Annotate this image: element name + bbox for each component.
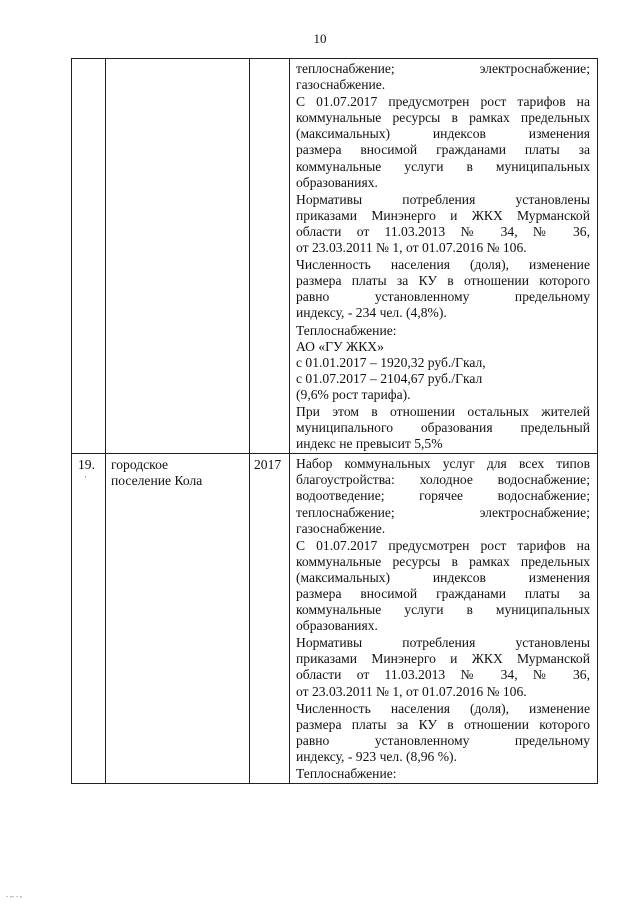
description-line: образованиях. [296, 174, 378, 190]
description-line: с 01.01.2017 – 1920,32 руб./Гкал, [296, 354, 486, 370]
year-cell [250, 454, 290, 784]
description-paragraph [296, 766, 590, 782]
description-line: равно установленному предельному [296, 289, 590, 305]
description-line: (максимальных) индексов изменения [296, 569, 590, 585]
description-paragraph [296, 456, 590, 536]
description-paragraph [296, 94, 590, 191]
municipality-name-line: городское [111, 457, 169, 473]
description-line: АО «ГУ ЖКХ» [296, 338, 384, 354]
description-line: (максимальных) индексов изменения [296, 126, 590, 142]
description-line: размера платы за КУ в отношении которого [296, 273, 590, 289]
description-line: Численность населения (доля), изменение [296, 700, 590, 716]
description-line: размера вносимой гражданами платы за [296, 142, 590, 158]
description-line: Нормативы потребления установлены [296, 191, 590, 207]
row-number-cell [72, 59, 106, 454]
description-line: равно установленному предельному [296, 732, 590, 748]
description-paragraph [296, 61, 590, 93]
description-line: коммунальные услуги в муниципальных [296, 602, 590, 618]
description-line: водоотведение; горячее водоснабжение; [296, 488, 590, 504]
description-line: Нормативы потребления установлены [296, 635, 590, 651]
description-line: благоустройства: холодное водоснабжение; [296, 472, 590, 488]
description-line: С 01.07.2017 предусмотрен рост тарифов на [296, 94, 590, 110]
description-line: Численность населения (доля), изменение [296, 257, 590, 273]
description-line: индексу, - 923 чел. (8,96 %). [296, 748, 457, 764]
description-line: размера платы за КУ в отношении которого [296, 716, 590, 732]
description-line: приказами Минэнерго и ЖКХ Мурманской [296, 651, 590, 667]
page-number: 10 [313, 31, 327, 46]
description-line: области от 11.03.2013 № 34, № 36, [296, 223, 590, 239]
municipality-cell [106, 59, 250, 454]
description-line: коммунальные услуги в муниципальных [296, 158, 590, 174]
description-line: Теплоснабжение: [296, 322, 397, 338]
description-line: от 23.03.2011 № 1, от 01.07.2016 № 106. [296, 683, 527, 699]
description-line: с 01.07.2017 – 2104,67 руб./Гкал [296, 370, 483, 386]
description-paragraph [296, 635, 590, 699]
municipality-name-line: поселение Кола [111, 473, 203, 489]
description-line: размера вносимой гражданами платы за [296, 586, 590, 601]
description-line: коммунальные ресурсы в рамках предельных [296, 553, 590, 569]
table-row [72, 454, 598, 784]
description-paragraph [296, 257, 590, 321]
description-line: коммунальные ресурсы в рамках предельных [296, 110, 590, 126]
description-line: приказами Минэнерго и ЖКХ Мурманской [296, 207, 590, 223]
table-row [72, 59, 598, 454]
row-number-cell [72, 454, 106, 784]
description-line: теплоснабжение; электроснабжение; [296, 61, 590, 76]
row-number: 19. [78, 457, 95, 473]
description-paragraph [296, 538, 590, 635]
description-line: (9,6% рост тарифа). [296, 386, 411, 402]
scan-marks: . ,. . , [6, 890, 22, 899]
description-line: При этом в отношении остальных жителей [296, 403, 590, 419]
description-line: муниципального образования предельный [296, 420, 590, 436]
description-line: индекс не превысит 5,5% [296, 436, 443, 452]
description-cell [290, 59, 598, 454]
description-line: индексу, - 234 чел. (4,8%). [296, 305, 447, 321]
year-cell [250, 59, 290, 454]
year-value: 2017 [254, 457, 282, 473]
description-line: образованиях. [296, 618, 378, 634]
description-paragraph [296, 701, 590, 765]
description-line: области от 11.03.2013 № 34, № 36, [296, 667, 590, 683]
description-line: газоснабжение. [296, 77, 386, 93]
description-line: теплоснабжение; электроснабжение; [296, 504, 590, 520]
municipality-cell [106, 454, 250, 784]
description-paragraph [296, 192, 590, 256]
description-cell [290, 454, 598, 784]
description-line: газоснабжение. [296, 520, 386, 536]
tariff-table [71, 58, 598, 784]
description-paragraph [296, 404, 590, 452]
description-line: Набор коммунальных услуг для всех типов [296, 456, 590, 472]
description-paragraph [296, 323, 590, 403]
description-line: от 23.03.2011 № 1, от 01.07.2016 № 106. [296, 240, 527, 256]
scan-mark: · [84, 472, 87, 483]
description-line: С 01.07.2017 предусмотрен рост тарифов на [296, 537, 590, 553]
description-line: Теплоснабжение: [296, 766, 397, 782]
